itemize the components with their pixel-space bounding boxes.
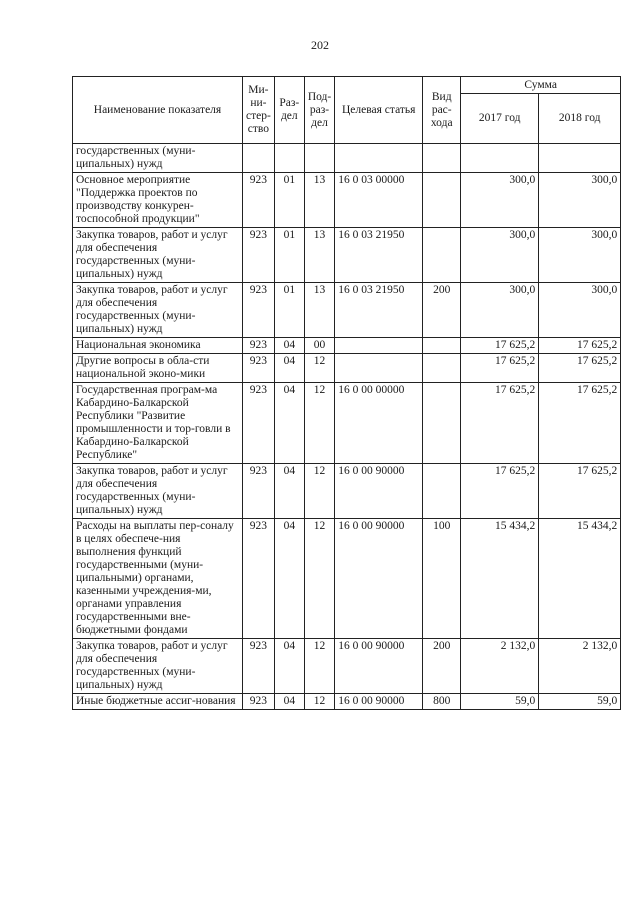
row-amount-2017: 2 132,0 bbox=[461, 639, 539, 694]
row-section: 04 bbox=[274, 464, 304, 519]
row-ministry: 923 bbox=[243, 338, 275, 354]
row-amount-2017: 300,0 bbox=[461, 173, 539, 228]
col-2017-header: 2017 год bbox=[461, 94, 539, 144]
row-section: 04 bbox=[274, 338, 304, 354]
row-subsection: 13 bbox=[304, 173, 334, 228]
row-section: 04 bbox=[274, 639, 304, 694]
row-type: 100 bbox=[423, 519, 461, 639]
col-type-header: Вид рас-хода bbox=[423, 77, 461, 144]
row-amount-2017: 300,0 bbox=[461, 228, 539, 283]
row-amount-2018: 300,0 bbox=[539, 173, 621, 228]
row-ministry: 923 bbox=[243, 173, 275, 228]
col-section-header: Раз-дел bbox=[274, 77, 304, 144]
row-amount-2018: 2 132,0 bbox=[539, 639, 621, 694]
row-ministry: 923 bbox=[243, 694, 275, 710]
row-amount-2017: 17 625,2 bbox=[461, 354, 539, 383]
row-target: 16 0 00 00000 bbox=[335, 383, 423, 464]
row-amount-2017: 17 625,2 bbox=[461, 383, 539, 464]
row-amount-2018: 17 625,2 bbox=[539, 354, 621, 383]
col-sum-header: Сумма bbox=[461, 77, 621, 94]
row-subsection: 12 bbox=[304, 383, 334, 464]
row-subsection: 13 bbox=[304, 283, 334, 338]
row-amount-2017 bbox=[461, 144, 539, 173]
row-target: 16 0 00 90000 bbox=[335, 694, 423, 710]
row-ministry: 923 bbox=[243, 639, 275, 694]
table-row bbox=[73, 639, 621, 694]
row-type: 200 bbox=[423, 283, 461, 338]
row-type bbox=[423, 228, 461, 283]
header-row-1 bbox=[73, 77, 621, 94]
row-section: 01 bbox=[274, 228, 304, 283]
row-name: Государственная програм-ма Кабардино-Балкарской Республики "Развитие промышленности и тор-говли в Кабардино-Балкарской Республике" bbox=[73, 383, 243, 464]
row-subsection bbox=[304, 144, 334, 173]
row-type bbox=[423, 338, 461, 354]
row-type bbox=[423, 144, 461, 173]
row-amount-2017: 17 625,2 bbox=[461, 464, 539, 519]
row-amount-2018 bbox=[539, 144, 621, 173]
row-ministry: 923 bbox=[243, 383, 275, 464]
row-section: 01 bbox=[274, 283, 304, 338]
table-row bbox=[73, 464, 621, 519]
row-subsection: 12 bbox=[304, 354, 334, 383]
col-2018-header: 2018 год bbox=[539, 94, 621, 144]
row-amount-2018: 59,0 bbox=[539, 694, 621, 710]
row-ministry: 923 bbox=[243, 464, 275, 519]
row-target: 16 0 00 90000 bbox=[335, 639, 423, 694]
row-subsection: 12 bbox=[304, 464, 334, 519]
row-amount-2018: 17 625,2 bbox=[539, 383, 621, 464]
row-subsection: 13 bbox=[304, 228, 334, 283]
row-amount-2017: 15 434,2 bbox=[461, 519, 539, 639]
row-amount-2018: 17 625,2 bbox=[539, 464, 621, 519]
table-row bbox=[73, 283, 621, 338]
row-target: 16 0 03 00000 bbox=[335, 173, 423, 228]
row-name: государственных (муни-ципальных) нужд bbox=[73, 144, 243, 173]
row-amount-2018: 300,0 bbox=[539, 228, 621, 283]
budget-table bbox=[72, 76, 621, 710]
row-ministry bbox=[243, 144, 275, 173]
row-amount-2017: 17 625,2 bbox=[461, 338, 539, 354]
row-name: Иные бюджетные ассиг-нования bbox=[73, 694, 243, 710]
row-section: 04 bbox=[274, 519, 304, 639]
row-section: 04 bbox=[274, 354, 304, 383]
row-name: Закупка товаров, работ и услуг для обеспечения государственных (муни-ципальных) нужд bbox=[73, 228, 243, 283]
row-target bbox=[335, 354, 423, 383]
table-row bbox=[73, 144, 621, 173]
row-amount-2018: 17 625,2 bbox=[539, 338, 621, 354]
row-section: 04 bbox=[274, 383, 304, 464]
row-target: 16 0 03 21950 bbox=[335, 283, 423, 338]
row-subsection: 12 bbox=[304, 639, 334, 694]
table-row bbox=[73, 338, 621, 354]
row-name: Основное мероприятие "Поддержка проектов по производству конкурен-тоспособной продукции" bbox=[73, 173, 243, 228]
row-amount-2018: 15 434,2 bbox=[539, 519, 621, 639]
table-row bbox=[73, 228, 621, 283]
row-target: 16 0 00 90000 bbox=[335, 464, 423, 519]
row-name: Закупка товаров, работ и услуг для обеспечения государственных (муни-ципальных) нужд bbox=[73, 464, 243, 519]
row-subsection: 00 bbox=[304, 338, 334, 354]
row-name: Расходы на выплаты пер-соналу в целях обеспече-ния выполнения функций государственными (муни-ципальными) органами, казенными учреждения-ми, органами управления государственными вне-бюджетными фондами bbox=[73, 519, 243, 639]
row-name: Другие вопросы в обла-сти национальной эконо-мики bbox=[73, 354, 243, 383]
row-name: Закупка товаров, работ и услуг для обеспечения государственных (муни-ципальных) нужд bbox=[73, 283, 243, 338]
row-type bbox=[423, 464, 461, 519]
col-ministry-header: Ми-ни-стер-ство bbox=[243, 77, 275, 144]
row-amount-2017: 59,0 bbox=[461, 694, 539, 710]
row-section bbox=[274, 144, 304, 173]
table-row bbox=[73, 519, 621, 639]
row-subsection: 12 bbox=[304, 694, 334, 710]
row-type: 200 bbox=[423, 639, 461, 694]
row-type bbox=[423, 173, 461, 228]
table-row bbox=[73, 354, 621, 383]
row-subsection: 12 bbox=[304, 519, 334, 639]
col-name-header: Наименование показателя bbox=[73, 77, 243, 144]
row-type: 800 bbox=[423, 694, 461, 710]
row-amount-2017: 300,0 bbox=[461, 283, 539, 338]
row-target: 16 0 00 90000 bbox=[335, 519, 423, 639]
row-section: 04 bbox=[274, 694, 304, 710]
row-ministry: 923 bbox=[243, 228, 275, 283]
row-target bbox=[335, 338, 423, 354]
row-amount-2018: 300,0 bbox=[539, 283, 621, 338]
row-name: Национальная экономика bbox=[73, 338, 243, 354]
row-type bbox=[423, 383, 461, 464]
row-name: Закупка товаров, работ и услуг для обеспечения государственных (муни-ципальных) нужд bbox=[73, 639, 243, 694]
row-ministry: 923 bbox=[243, 519, 275, 639]
row-ministry: 923 bbox=[243, 354, 275, 383]
col-subsection-header: Под-раз-дел bbox=[304, 77, 334, 144]
row-target: 16 0 03 21950 bbox=[335, 228, 423, 283]
row-ministry: 923 bbox=[243, 283, 275, 338]
page-number: 202 bbox=[311, 38, 329, 52]
row-section: 01 bbox=[274, 173, 304, 228]
col-target-header: Целевая статья bbox=[335, 77, 423, 144]
row-type bbox=[423, 354, 461, 383]
table-row bbox=[73, 694, 621, 710]
row-target bbox=[335, 144, 423, 173]
table-row bbox=[73, 383, 621, 464]
table-row bbox=[73, 173, 621, 228]
